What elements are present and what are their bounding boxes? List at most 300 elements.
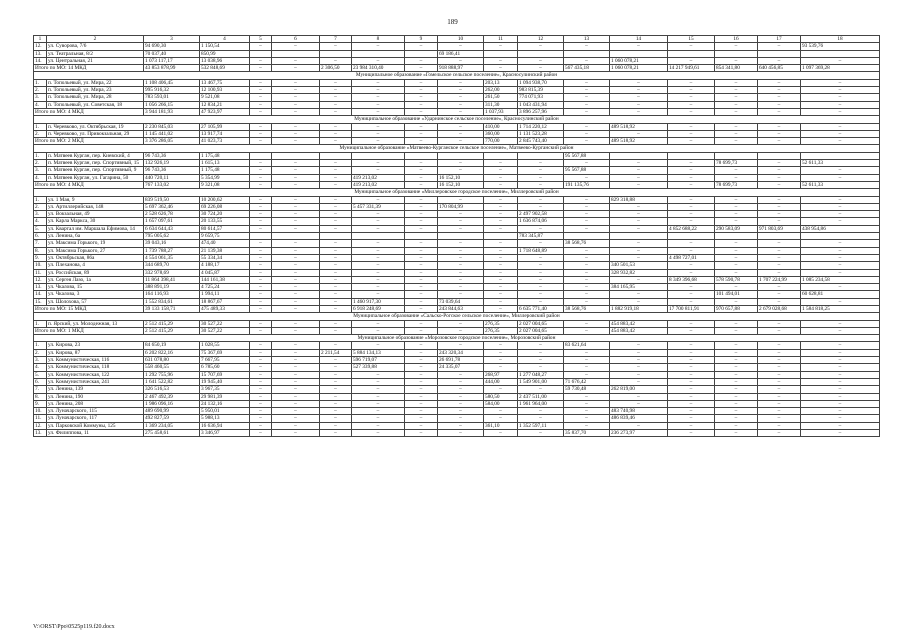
table-cell: – — [250, 320, 272, 327]
table-cell: ул. Карла Маркса, 30 — [47, 218, 144, 225]
table-cell: – — [668, 57, 715, 64]
table-row — [34, 430, 880, 437]
table-cell: ул. Сергея Лазо, 1а — [47, 276, 144, 283]
table-cell: – — [758, 247, 801, 254]
table-row — [34, 130, 880, 137]
table-cell: 1 615,13 — [200, 160, 250, 167]
table-cell: – — [250, 422, 272, 429]
table-cell: 4 188,17 — [200, 262, 250, 269]
table-cell: – — [518, 225, 564, 232]
table-cell: – — [758, 87, 801, 94]
table-cell: – — [484, 160, 518, 167]
table-cell: 191 135,76 — [564, 181, 610, 188]
table-row — [34, 254, 880, 261]
table-cell: – — [484, 43, 518, 50]
table-cell: 7. — [34, 240, 47, 247]
table-cell: – — [758, 167, 801, 174]
table-cell: 11. — [34, 415, 47, 422]
table-cell: – — [801, 430, 880, 437]
table-cell: – — [668, 262, 715, 269]
table-cell: – — [715, 196, 758, 203]
table-cell: – — [250, 371, 272, 378]
table-cell: – — [272, 87, 320, 94]
table-cell: – — [272, 181, 320, 188]
table-cell: – — [250, 298, 272, 305]
table-cell: – — [320, 181, 352, 188]
table-cell: – — [801, 327, 880, 334]
table-row — [34, 240, 880, 247]
table-row — [34, 87, 880, 94]
table-cell: – — [405, 87, 438, 94]
table-cell: 5 354,99 — [200, 174, 250, 181]
table-cell: – — [250, 167, 272, 174]
table-cell: – — [484, 167, 518, 174]
table-cell: 144 161,38 — [200, 276, 250, 283]
table-cell — [272, 233, 320, 240]
table-cell: – — [564, 291, 610, 298]
total-label-cell: Итого по МО: 14 МКД — [34, 65, 144, 72]
table-cell: – — [758, 57, 801, 64]
table-cell: – — [668, 138, 715, 145]
table-cell: 96 743,36 — [144, 167, 200, 174]
table-cell: 489 518,92 — [610, 123, 668, 130]
table-cell: 2. — [34, 160, 47, 167]
table-cell: – — [250, 386, 272, 393]
table-cell: ул. Кирова, 87 — [47, 349, 144, 356]
table-cell: ул. Центральная, 21 — [47, 57, 144, 64]
table-cell: 1 714 220,12 — [518, 123, 564, 130]
table-cell: – — [352, 211, 405, 218]
table-cell: 850,99 — [200, 50, 250, 57]
table-cell: – — [518, 181, 564, 188]
table-cell: 419 213,02 — [352, 181, 405, 188]
table-cell: – — [801, 130, 880, 137]
table-cell: – — [564, 108, 610, 115]
table-cell: – — [352, 371, 405, 378]
table-cell: – — [801, 254, 880, 261]
table-cell: – — [758, 422, 801, 429]
table-cell: 75 367,69 — [200, 349, 250, 356]
table-cell: – — [320, 174, 352, 181]
table-cell: – — [352, 378, 405, 385]
table-cell — [564, 233, 610, 240]
table-cell: – — [801, 269, 880, 276]
table-cell: – — [320, 284, 352, 291]
table-cell: 4. — [34, 101, 47, 108]
table-cell: 388 891,19 — [144, 284, 200, 291]
capital-repair-table — [33, 35, 880, 437]
table-cell: – — [518, 357, 564, 364]
table-cell: – — [250, 181, 272, 188]
table-cell: 12. — [34, 276, 47, 283]
table-cell: – — [801, 349, 880, 356]
table-cell: 7 667,95 — [200, 357, 250, 364]
table-cell: – — [250, 160, 272, 167]
table-cell: – — [715, 203, 758, 210]
table-cell: – — [518, 408, 564, 415]
table-cell: – — [668, 349, 715, 356]
table-cell: – — [610, 393, 668, 400]
table-cell: – — [758, 349, 801, 356]
table-cell: – — [715, 94, 758, 101]
table-cell: – — [438, 327, 484, 334]
table-cell: – — [518, 386, 564, 393]
table-cell: 276,35 — [484, 320, 518, 327]
table-cell: – — [715, 400, 758, 407]
table-cell: 262 819,00 — [610, 386, 668, 393]
table-cell: 24 132,16 — [200, 400, 250, 407]
table-cell: – — [668, 87, 715, 94]
table-cell: – — [564, 79, 610, 86]
table-cell: 38 568,76 — [564, 240, 610, 247]
table-cell: – — [320, 203, 352, 210]
table-cell: – — [250, 87, 272, 94]
table-cell: п. Матвеев Курган, пер. Киевский, 4 — [47, 152, 144, 159]
table-cell: 2 230 845,03 — [144, 123, 200, 130]
table-cell: – — [352, 430, 405, 437]
table-cell: – — [610, 378, 668, 385]
table-cell: – — [352, 422, 405, 429]
table-cell: 486 839,46 — [610, 415, 668, 422]
table-cell: 580,50 — [484, 393, 518, 400]
table-cell: – — [405, 364, 438, 371]
table-cell: – — [405, 101, 438, 108]
table-cell: 83 621,64 — [564, 342, 610, 349]
table-row — [34, 174, 880, 181]
table-cell: – — [320, 130, 352, 137]
table-cell: – — [801, 364, 880, 371]
table-cell — [484, 152, 518, 159]
municipality-section-title: Муниципальное образование «Гомельское сельское поселение», Красносулинский район — [34, 72, 880, 79]
table-cell: ул. Ленина, 208 — [47, 400, 144, 407]
table-cell: – — [518, 430, 564, 437]
table-cell: 1. — [34, 196, 47, 203]
table-cell: – — [758, 400, 801, 407]
table-cell: – — [405, 327, 438, 334]
table-cell: – — [518, 364, 564, 371]
table-cell: – — [320, 408, 352, 415]
table-cell: – — [610, 130, 668, 137]
table-cell: 13 467,75 — [200, 79, 250, 86]
table-cell: – — [250, 225, 272, 232]
table-cell: 1 150,54 — [200, 43, 250, 50]
table-cell: – — [352, 393, 405, 400]
table-cell — [250, 152, 272, 159]
table-cell: – — [352, 254, 405, 261]
table-cell: – — [405, 298, 438, 305]
table-cell: – — [272, 57, 320, 64]
table-cell: – — [272, 43, 320, 50]
table-cell: – — [715, 211, 758, 218]
table-cell: – — [272, 218, 320, 225]
table-cell: 14 217 949,61 — [668, 65, 715, 72]
table-cell: – — [758, 269, 801, 276]
table-cell: – — [250, 196, 272, 203]
table-cell: – — [668, 342, 715, 349]
table-cell: – — [758, 138, 801, 145]
table-cell: – — [405, 262, 438, 269]
table-row — [34, 57, 880, 64]
table-cell: – — [352, 240, 405, 247]
table-cell: 1 094 938,70 — [518, 79, 564, 86]
table-cell: – — [352, 408, 405, 415]
table-cell: – — [438, 225, 484, 232]
table-cell: – — [484, 262, 518, 269]
table-cell: 783 345,87 — [518, 233, 564, 240]
table-cell: – — [272, 305, 320, 312]
table-cell: 9 659,75 — [200, 233, 250, 240]
table-cell: 15 707,69 — [200, 371, 250, 378]
table-cell: – — [668, 378, 715, 385]
table-cell: – — [272, 284, 320, 291]
table-cell: – — [352, 269, 405, 276]
table-cell: 567 435,18 — [564, 65, 610, 72]
table-cell: 261,50 — [484, 94, 518, 101]
table-cell: – — [438, 160, 484, 167]
table-cell: – — [758, 371, 801, 378]
table-cell: 1 961 964,00 — [518, 400, 564, 407]
table-cell: – — [668, 160, 715, 167]
table-cell: 6 635 771,40 — [518, 305, 564, 312]
table-cell: – — [801, 415, 880, 422]
header-cell: 10 — [438, 36, 484, 43]
table-cell: – — [272, 101, 320, 108]
table-cell: – — [405, 247, 438, 254]
table-cell: – — [272, 378, 320, 385]
table-cell: 52 611,33 — [801, 160, 880, 167]
table-cell: – — [250, 400, 272, 407]
table-cell: 17 700 811,91 — [668, 305, 715, 312]
table-cell: 640 456,85 — [758, 65, 801, 72]
table-cell — [352, 152, 405, 159]
table-cell: – — [564, 87, 610, 94]
table-cell: – — [801, 298, 880, 305]
table-cell: ул. Октябрьская, 86а — [47, 254, 144, 261]
table-cell: – — [564, 247, 610, 254]
header-cell: 3 — [144, 36, 200, 43]
table-cell: – — [715, 415, 758, 422]
table-cell: – — [564, 364, 610, 371]
table-cell: – — [758, 101, 801, 108]
table-cell: – — [801, 386, 880, 393]
table-cell: – — [272, 138, 320, 145]
table-cell: – — [610, 342, 668, 349]
table-cell — [484, 50, 518, 57]
table-cell: – — [668, 393, 715, 400]
table-cell: – — [758, 123, 801, 130]
table-cell: – — [405, 320, 438, 327]
table-cell: – — [320, 327, 352, 334]
table-cell: – — [272, 430, 320, 437]
table-cell: 340 501,53 — [610, 262, 668, 269]
table-cell: – — [272, 211, 320, 218]
table-cell: – — [272, 386, 320, 393]
table-cell: 1 549 901,00 — [518, 378, 564, 385]
table-cell: 13. — [34, 50, 47, 57]
table-cell: 440 720,11 — [144, 174, 200, 181]
table-cell: – — [405, 386, 438, 393]
table-cell: – — [564, 43, 610, 50]
table-cell: – — [758, 203, 801, 210]
table-cell: – — [250, 342, 272, 349]
table-cell: – — [405, 123, 438, 130]
table-cell: 361,10 — [484, 422, 518, 429]
table-cell: – — [250, 357, 272, 364]
table-cell: – — [758, 408, 801, 415]
table-cell — [801, 50, 880, 57]
table-cell: – — [564, 349, 610, 356]
table-cell — [405, 233, 438, 240]
table-cell: – — [564, 400, 610, 407]
table-cell: 268,97 — [484, 371, 518, 378]
table-cell: – — [320, 386, 352, 393]
table-cell: – — [405, 371, 438, 378]
table-row — [34, 364, 880, 371]
table-cell: – — [715, 87, 758, 94]
table-cell: 1 292 755,96 — [144, 371, 200, 378]
table-cell: – — [715, 167, 758, 174]
table-row — [34, 393, 880, 400]
table-row — [34, 298, 880, 305]
table-cell: – — [272, 415, 320, 422]
table-cell: ул. Чкалова, 3 — [47, 291, 144, 298]
table-cell: – — [801, 422, 880, 429]
file-path-footer: V:\ORST\Ppo\0525p119.f20.docx — [33, 624, 115, 630]
table-cell — [564, 50, 610, 57]
table-cell: – — [250, 108, 272, 115]
table-cell: – — [610, 174, 668, 181]
table-cell: – — [758, 240, 801, 247]
table-cell: 3 346,97 — [200, 430, 250, 437]
table-cell: – — [352, 108, 405, 115]
table-cell: 332 978,69 — [144, 269, 200, 276]
table-cell: 1 097 369,28 — [801, 65, 880, 72]
table-cell: 78 699,73 — [715, 160, 758, 167]
table-cell: – — [564, 276, 610, 283]
table-cell: 1 056 266,15 — [144, 101, 200, 108]
table-cell: – — [250, 393, 272, 400]
table-cell: – — [438, 430, 484, 437]
table-cell: – — [668, 174, 715, 181]
page-number: 189 — [447, 18, 458, 26]
table-cell: 5. — [34, 371, 47, 378]
table-cell: – — [272, 203, 320, 210]
table-cell: – — [320, 393, 352, 400]
table-cell: – — [715, 386, 758, 393]
table-cell: 527 339,88 — [352, 364, 405, 371]
table-cell: 4 725,24 — [200, 284, 250, 291]
table-cell: – — [758, 160, 801, 167]
table-cell: – — [715, 349, 758, 356]
table-cell: 19 945,40 — [200, 378, 250, 385]
table-cell: 328 932,82 — [610, 269, 668, 276]
header-cell: 9 — [405, 36, 438, 43]
table-cell: – — [250, 415, 272, 422]
table-cell: 4. — [34, 174, 47, 181]
table-cell: 489 518,92 — [610, 138, 668, 145]
table-cell: 475 489,33 — [200, 305, 250, 312]
table-cell: – — [272, 108, 320, 115]
table-cell — [518, 50, 564, 57]
table-cell: 262,00 — [484, 87, 518, 94]
table-cell: – — [758, 262, 801, 269]
table-cell: 854 341,80 — [715, 65, 758, 72]
table-cell: – — [405, 342, 438, 349]
table-cell: – — [564, 269, 610, 276]
table-cell: – — [352, 262, 405, 269]
table-cell: – — [715, 284, 758, 291]
table-cell: – — [484, 357, 518, 364]
table-cell: – — [438, 123, 484, 130]
table-cell — [758, 233, 801, 240]
table-cell: – — [715, 342, 758, 349]
table-cell: – — [438, 284, 484, 291]
table-cell: – — [715, 408, 758, 415]
table-cell: – — [405, 65, 438, 72]
table-cell: – — [518, 254, 564, 261]
table-cell — [668, 233, 715, 240]
total-label-cell: Итого по МО: 4 МКД — [34, 181, 144, 188]
table-cell: – — [320, 320, 352, 327]
table-cell: – — [484, 430, 518, 437]
table-cell: п. Топольевый, ул. Мира, 23 — [47, 87, 144, 94]
table-cell: 558 460,55 — [144, 364, 200, 371]
table-cell: 1 986 096,16 — [144, 400, 200, 407]
table-cell: 20 133,55 — [200, 218, 250, 225]
table-cell: – — [715, 320, 758, 327]
table-cell — [272, 152, 320, 159]
table-cell: – — [610, 167, 668, 174]
table-cell: – — [668, 357, 715, 364]
table-cell: – — [801, 108, 880, 115]
table-cell: 795 005,62 — [144, 233, 200, 240]
table-cell: – — [405, 284, 438, 291]
table-cell: – — [250, 79, 272, 86]
table-cell: ул. Коммунистическая, 116 — [47, 357, 144, 364]
table-cell: – — [438, 400, 484, 407]
table-cell: – — [320, 357, 352, 364]
table-cell: – — [564, 138, 610, 145]
table-cell: 9 321,08 — [200, 181, 250, 188]
table-cell: п. Черевково, ул. Октябрьская, 19 — [47, 123, 144, 130]
table-cell: – — [484, 65, 518, 72]
table-cell: 344 689,70 — [144, 262, 200, 269]
table-cell: – — [405, 305, 438, 312]
table-cell: 1. — [34, 320, 47, 327]
table-cell: – — [758, 108, 801, 115]
header-cell: 16 — [715, 36, 758, 43]
table-cell: 983 815,39 — [518, 87, 564, 94]
table-cell: – — [352, 160, 405, 167]
table-cell: – — [610, 422, 668, 429]
table-cell: – — [320, 211, 352, 218]
table-cell: – — [610, 276, 668, 283]
table-cell: 8 349 396,68 — [668, 276, 715, 283]
table-cell: – — [564, 408, 610, 415]
table-cell: – — [438, 291, 484, 298]
table-cell: 444,00 — [484, 378, 518, 385]
table-cell: 2 512 415,29 — [144, 320, 200, 327]
table-cell: – — [320, 196, 352, 203]
table-cell: – — [715, 254, 758, 261]
table-cell: – — [405, 378, 438, 385]
table-cell: – — [352, 196, 405, 203]
table-cell: ул. Коммунистическая, 118 — [47, 364, 144, 371]
table-cell: 30 724,20 — [200, 211, 250, 218]
table-cell: 78 699,73 — [715, 181, 758, 188]
table-cell: – — [438, 240, 484, 247]
table-cell: 419 213,02 — [352, 174, 405, 181]
